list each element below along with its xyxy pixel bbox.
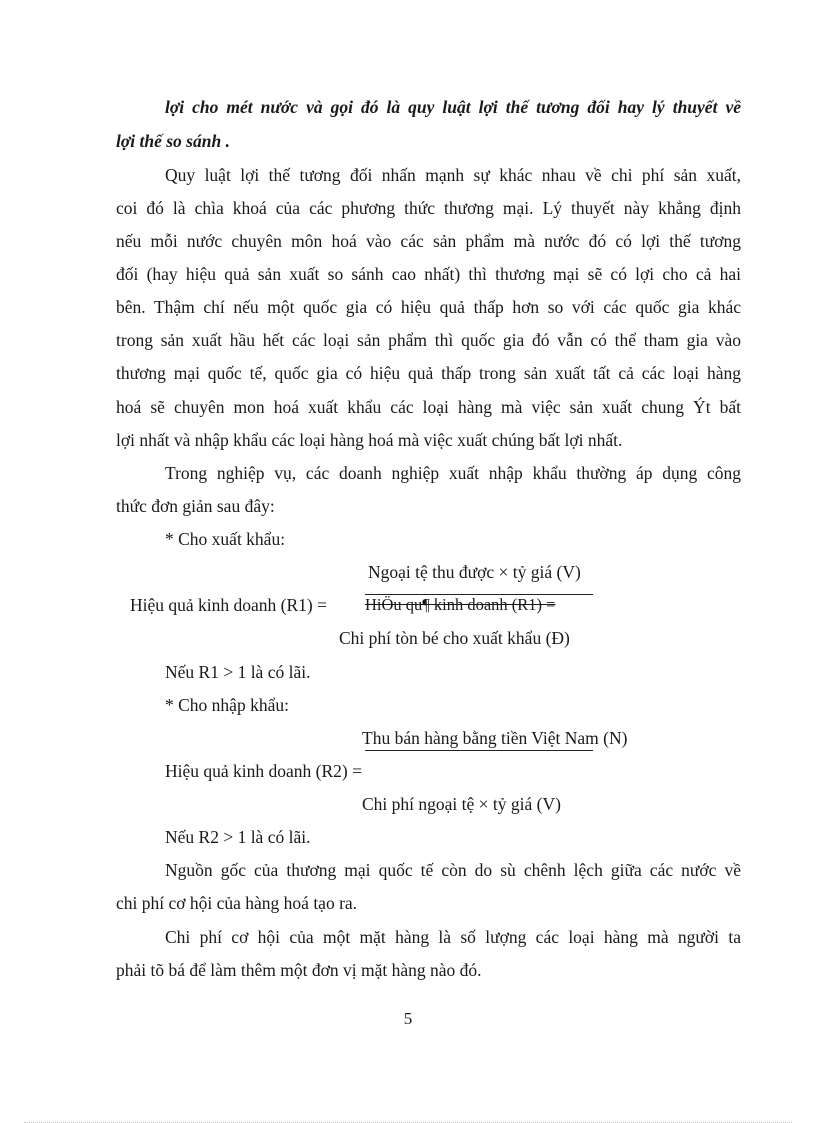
paragraph-2-line-7: thương mại quốc tế, quốc gia có hiệu quả thấp trong sản xuất tất cả các loại hàng [116, 363, 741, 383]
paragraph-4-line-2: chi phí cơ hội của hàng hoá tạo ra. [116, 893, 358, 913]
paragraph-2-line-1: Quy luật lợi thế tương đối nhấn mạnh sự khác nhau về chi phí sản xuất, [165, 165, 741, 185]
paragraph-5-line-1: Chi phí cơ hội của một mặt hàng là số lượng các loại hàng mà người ta [165, 927, 741, 947]
import-heading: * Cho nhập khẩu: [165, 695, 289, 715]
formula-r1-numerator: Ngoại tệ thu được × tỷ giá (V) [368, 562, 581, 582]
paragraph-5-line-2: phải tõ bá để làm thêm một đơn vị mặt hàng nào đó. [116, 960, 482, 980]
paragraph-3-line-2: thức đơn giản sau đây: [116, 496, 275, 516]
formula-r1-denominator: Chi phí tòn bé cho xuất khẩu (Đ) [339, 628, 570, 648]
paragraph-2-line-5: bên. Thậm chí nếu một quốc gia có hiệu quả thấp hơn so với các quốc gia khác [116, 297, 741, 317]
export-heading: * Cho xuất khẩu: [165, 529, 286, 549]
formula-r2-label: Hiệu quả kinh doanh (R2) = [165, 761, 362, 781]
paragraph-2-line-8: hoá sẽ chuyên mon hoá xuất khẩu các loại hàng mà việc sản xuất chung Ýt bất [116, 397, 741, 417]
formula-r1-fraction-bar [365, 594, 593, 595]
r1-condition: Nếu R1 > 1 là có lãi. [165, 662, 311, 682]
formula-r1-label: Hiệu quả kinh doanh (R1) = [130, 595, 327, 615]
paragraph-2-line-2: coi đó là chìa khoá của các phương thức thương mại. Lý thuyết này khẳng định [116, 198, 741, 218]
page-number: 5 [403, 1009, 413, 1028]
paragraph-1-line-2: lợi thế so sánh . [116, 131, 230, 151]
formula-r2-denominator: Chi phí ngoại tệ × tỷ giá (V) [362, 794, 561, 814]
paragraph-2-line-9: lợi nhất và nhập khẩu các loại hàng hoá mà việc xuất chúng bất lợi nhất. [116, 430, 623, 450]
r2-condition: Nếu R2 > 1 là có lãi. [165, 827, 311, 847]
paragraph-3-line-1: Trong nghiệp vụ, các doanh nghiệp xuất nhập khẩu thường áp dụng công [165, 463, 741, 483]
formula-r2-numerator: Thu bán hàng bằng tiền Việt Nam (N) [362, 728, 628, 748]
paragraph-2-line-4: đối (hay hiệu quả sản xuất so sánh cao nhất) thì thương mại sẽ có lợi cho cả hai [116, 264, 741, 284]
formula-r2-fraction-bar [365, 750, 593, 751]
paragraph-2-line-3: nếu mỗi nước chuyên môn hoá vào các sản phẩm mà nước đó có lợi thế tương [116, 231, 741, 251]
formula-r1-overlap-text: HiÖu qu¶ kinh doanh (R1) = [365, 595, 556, 614]
paragraph-4-line-1: Nguồn gốc của thương mại quốc tế còn do sù chênh lệch giữa các nước về [165, 860, 741, 880]
paragraph-2-line-6: trong sản xuất hầu hết các loại sản phẩm thì quốc gia đó vẫn có thể tham gia vào [116, 330, 741, 350]
paragraph-1-line-1: lợi cho mét nước và gọi đó là quy luật lợi thế tương đối hay lý thuyết về [165, 97, 741, 117]
